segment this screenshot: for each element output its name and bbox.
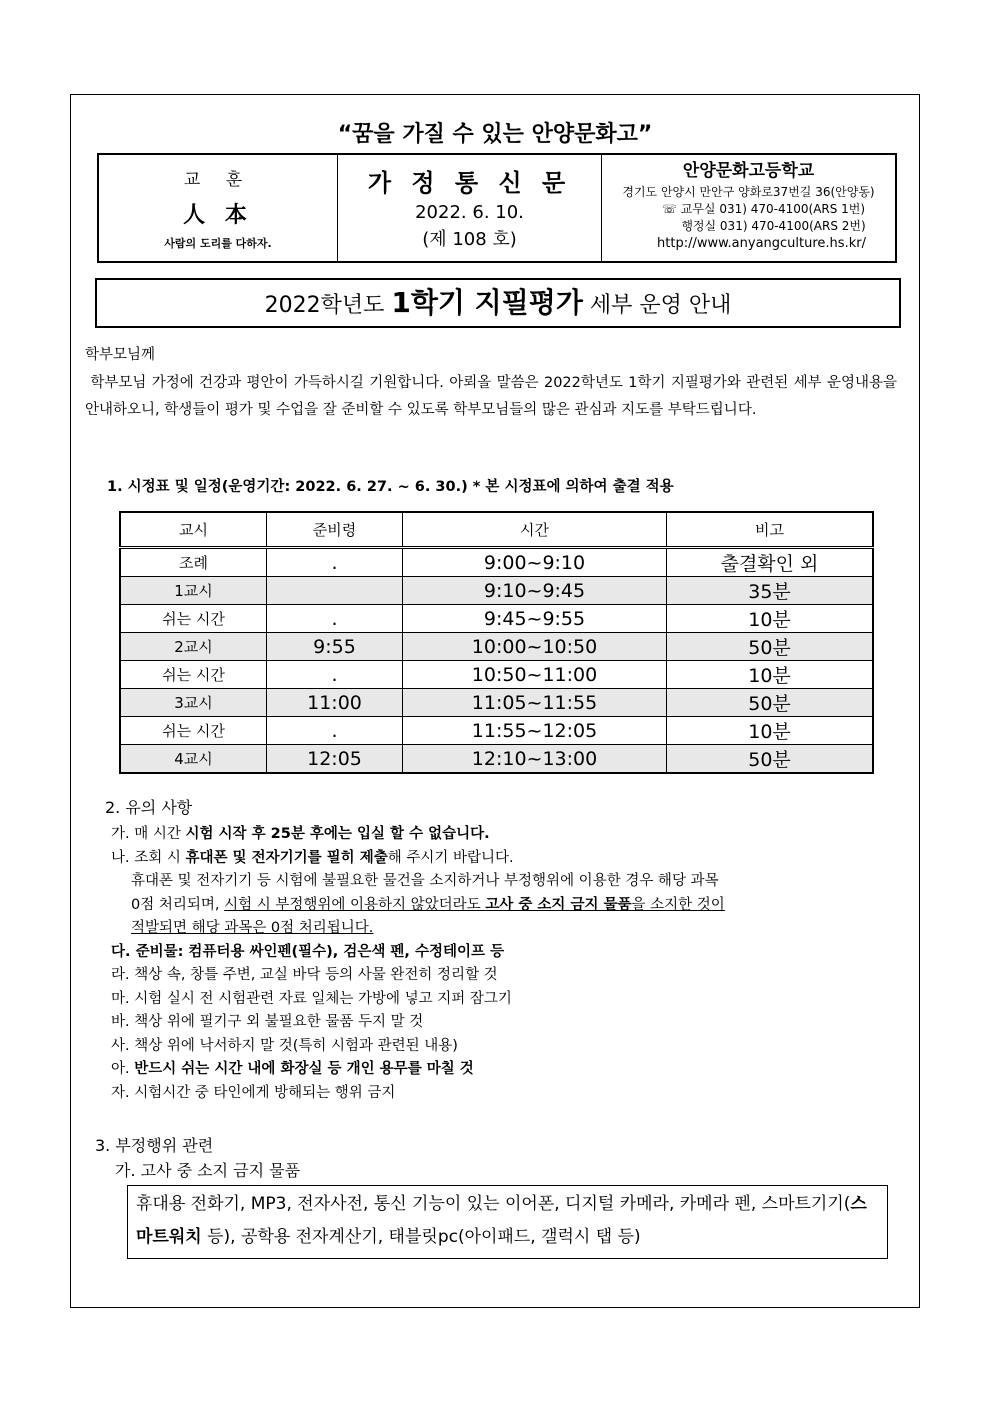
note-na3-pre: 0점 처리되며,	[131, 896, 225, 913]
header-period: 교시	[120, 512, 267, 548]
prohibited-bold: 스마트워치	[136, 1194, 867, 1247]
period-cell: 1교시	[120, 577, 267, 605]
school-cell	[602, 155, 895, 261]
note-a-pre: 아.	[111, 1061, 135, 1077]
period-cell: 3교시	[120, 689, 267, 717]
note-a	[111, 1058, 901, 1082]
note-cell: 35분	[667, 577, 874, 605]
header-ready: 준비령	[267, 512, 403, 548]
table-row	[120, 661, 873, 689]
ready-cell: .	[267, 717, 403, 745]
note-na-line4	[111, 917, 901, 941]
notes-list	[111, 823, 901, 1105]
motto: 人 本	[183, 202, 253, 228]
ready-cell: .	[267, 661, 403, 689]
note-da: 다. 준비물: 컴퓨터용 싸인펜(필수), 검은색 펜, 수정테이프 등	[111, 943, 505, 960]
title-main: 1학기 지필평가	[391, 286, 583, 319]
note-na3-u2: 을 소지한 것이	[631, 896, 725, 913]
note-na-bold: 휴대폰 및 전자기기를 필히 제출	[185, 849, 388, 866]
note-cell: 50분	[667, 633, 874, 661]
table-row	[120, 717, 873, 745]
period-cell: 쉬는 시간	[120, 717, 267, 745]
time-cell: 11:05~11:55	[403, 689, 667, 717]
doc-type: 가 정 통 신 문	[367, 169, 572, 197]
period-cell: 2교시	[120, 633, 267, 661]
ready-cell: 11:00	[267, 689, 403, 717]
schedule-header-row	[120, 512, 873, 548]
note-sa: 사. 책상 위에 낙서하지 말 것(특히 시험과 관련된 내용)	[111, 1037, 458, 1054]
phone-2: 행정실 031) 470-4100(ARS 2번)	[681, 219, 866, 233]
section-1-heading: 1. 시정표 및 일정(운영기간: 2022. 6. 27. ~ 6. 30.) * 본 시정표에 의하여 출결 적용	[107, 479, 674, 495]
slogan: “꿈을 가질 수 있는 안양문화고”	[337, 122, 653, 147]
school-name: 안양문화고등학교	[682, 161, 815, 181]
section-2-heading: 2. 유의 사항	[105, 798, 193, 817]
phone-1: ☏ 교무실 031) 470-4100(ARS 1번)	[661, 202, 866, 216]
motto-label: 교 훈	[183, 170, 253, 190]
note-na-pre: 나. 조회 시	[111, 849, 186, 866]
note-ja: 자. 시험시간 중 타인에게 방해되는 행위 금지	[111, 1084, 396, 1101]
time-cell: 10:00~10:50	[403, 633, 667, 661]
period-cell: 쉬는 시간	[120, 605, 267, 633]
doc-info-cell	[338, 155, 602, 261]
prohibited-post: 등), 공학용 전자계산기, 태블릿pc(아이패드, 갤럭시 탭 등)	[201, 1227, 641, 1247]
time-cell: 11:55~12:05	[403, 717, 667, 745]
table-row	[120, 745, 873, 774]
title-post: 세부 운영 안내	[582, 293, 732, 318]
note-ba: 바. 책상 위에 필기구 외 불필요한 물품 두지 말 것	[111, 1014, 424, 1030]
note-cell: 10분	[667, 717, 874, 745]
note-ma: 마. 시험 실시 전 시험관련 자료 일체는 가방에 넣고 지퍼 잠그기	[111, 990, 512, 1007]
note-cell: 10분	[667, 605, 874, 633]
note-cell: 50분	[667, 745, 874, 774]
note-cell: 10분	[667, 661, 874, 689]
table-row	[120, 633, 873, 661]
header-note: 비고	[667, 512, 874, 548]
note-ga	[111, 823, 901, 847]
note-na3-u1: 시험 시 부정행위에 이용하지 않았더라도	[224, 896, 486, 913]
note-na-post: 해 주시기 바랍니다.	[387, 849, 514, 866]
schedule-table	[119, 511, 874, 774]
note-na-line3	[111, 894, 901, 918]
period-cell: 쉬는 시간	[120, 661, 267, 689]
note-ga-pre: 가. 매 시간	[111, 826, 186, 842]
notice-title	[95, 278, 901, 328]
prohibited-pre: 휴대용 전화기, MP3, 전자사전, 통신 기능이 있는 이어폰, 디지털 카메라, 카메라 펜, 스마트기기(	[136, 1194, 851, 1214]
ready-cell: 12:05	[267, 745, 403, 774]
title-pre: 2022학년도	[264, 293, 392, 318]
ready-cell: 9:55	[267, 633, 403, 661]
ready-cell: .	[267, 548, 403, 577]
table-row	[120, 605, 873, 633]
letterhead	[97, 153, 897, 263]
document-frame	[70, 94, 920, 1308]
school-url[interactable]: http://www.anyangculture.hs.kr/	[657, 236, 866, 251]
note-ra: 라. 책상 속, 창틀 주변, 교실 바닥 등의 사물 완전히 정리할 것	[111, 967, 498, 983]
table-row	[120, 577, 873, 605]
time-cell: 12:10~13:00	[403, 745, 667, 774]
note-na3-bold: 고사 중 소지 금지 물품	[485, 896, 632, 913]
prohibited-items-box	[127, 1185, 888, 1259]
ready-cell: .	[267, 605, 403, 633]
table-row	[120, 548, 873, 577]
doc-date: 2022. 6. 10.	[415, 202, 524, 223]
period-cell: 4교시	[120, 745, 267, 774]
note-a-bold: 반드시 쉬는 시간 내에 화장실 등 개인 용무를 마칠 것	[134, 1061, 474, 1077]
time-cell: 9:45~9:55	[403, 605, 667, 633]
note-na4-text: 적발되면 해당 과목은 0점 처리됩니다.	[131, 920, 374, 936]
note-cell: 50분	[667, 689, 874, 717]
note-cell: 출결확인 외	[667, 548, 874, 577]
note-na	[111, 847, 901, 871]
time-cell: 9:00~9:10	[403, 548, 667, 577]
intro-paragraph	[85, 370, 897, 424]
motto-sub: 사람의 도리를 다하자.	[164, 237, 272, 250]
note-na-line2: 휴대폰 및 전자기기 등 시험에 불필요한 물건을 소지하거나 부정행위에 이용한 경우 해당 과목	[131, 873, 719, 889]
header-time: 시간	[403, 512, 667, 548]
motto-cell	[99, 155, 338, 261]
section-3a-heading: 가. 고사 중 소지 금지 물품	[115, 1161, 301, 1180]
school-address: 경기도 안양시 만안구 양화로37번길 36(안양동)	[622, 185, 875, 199]
time-cell: 10:50~11:00	[403, 661, 667, 689]
doc-issue: (제 108 호)	[422, 229, 517, 250]
section-3-heading: 3. 부정행위 관련	[95, 1136, 214, 1155]
intro-text: 학부모님 가정에 건강과 평안이 가득하시길 기원합니다. 아뢰올 말씀은 2022학년도 1학기 지필평가와 관련된 세부 운영내용을 안내하오니, 학생들이 평가 및 수업을 잘 준비할 수 있도록 학부모님들의 많은 관심과 지도를 부탁드립니다.	[85, 375, 898, 418]
period-cell: 조례	[120, 548, 267, 577]
ready-cell	[267, 577, 403, 605]
time-cell: 9:10~9:45	[403, 577, 667, 605]
table-row	[120, 689, 873, 717]
note-ga-bold: 시험 시작 후 25분 후에는 입실 할 수 없습니다.	[185, 826, 490, 842]
greeting: 학부모님께	[85, 347, 156, 363]
